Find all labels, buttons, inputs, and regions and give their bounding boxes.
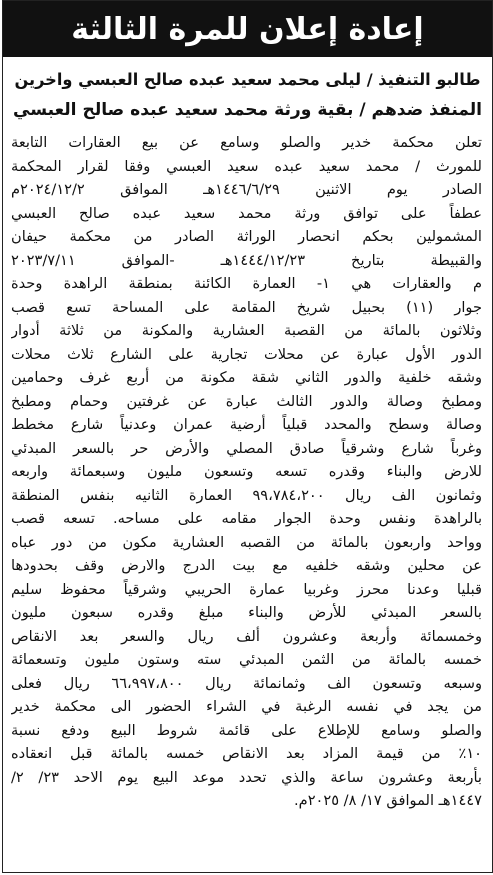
body-line: ١٤٤٧هـ الموافق ١٧/ ٨/ ٢٠٢٥م. [294,792,482,809]
body-line: بالراهدة ونفس وحدة الجوار مقامه على مساحه. تسعه قصب [11,510,482,527]
body-line: بالسعر المبدئي للأرض والبناء مبلغ وقدره سبعون مليون [11,604,482,621]
body-line: وثمانون الف ريال ٩٩،٧٨٤،٢٠٠ العمارة الثانيه بنفس المنطقة [11,486,482,504]
notice-title: إعادة إعلان للمرة الثالثة [71,11,424,47]
body-line: ١٠٪ من قيمة المزاد بعد الانقاص خمسه بالمائة قبل انعقاده [11,745,482,762]
body-line: ومطبخ وصالة والدور الثالث عبارة عن غرفتين وحمام ومطبخ [11,392,482,410]
body-line: وشقه خلفية والدور الثاني شقة مكونة من أربع غرف وحمامين [11,369,482,386]
body-line: من يجد في نفسه الرغبة في الشراء الحضور الى محكمة خدير [11,698,482,715]
legal-notice [2,0,493,873]
body-line: المشمولين بحكم انحصار الوراثة الصادر من محكمة حيفان [11,228,482,245]
body-line: للارض والبناء وقدره تسعه وتسعون مليون وسبعمائة واربعه [11,463,482,480]
body-line: جوار (١١) بحبيل شريخ المقامة على المساحة تسع قصب [11,298,482,316]
notice-body [11,131,482,813]
notice-title-banner [3,1,492,57]
body-line: الصادر يوم الاثنين ١٤٤٦/٦/٢٩هـ الموافق ٢٠٢٤/١٢/٢م [11,181,482,198]
body-line: وسبعه وتسعون الف وثمانمائة ريال ٦٦،٩٩٧،٨٠٠ ريال فعلى [11,674,482,692]
body-line: وثلاثون بالمائة من القصبة العشارية والمكونة من ثلاثة أدوار [11,322,482,339]
respondents-line: المنفذ ضدهم / بقية ورثة محمد سعيد عبده صالح العبسي [12,100,483,120]
body-line: وخمسمائة وأربعة وعشرون ألف ريال والسعر بعد الانقاص [11,627,482,645]
parties-block [11,65,484,125]
body-line: والصلو وسامع للإطلاع على قائمة شروط البيع ودفع نسبة [11,721,482,739]
body-line: وصالة وسطح والمحدد قبلياً أرضية عمران وعدنياً شارع مخطط [11,416,482,433]
body-line: والقبيطة بتاريخ ١٤٤٤/١٢/٢٣هـ -الموافق ٢٠٢٣/٧/١١ [11,251,482,269]
body-line: م والعقارات هي ١- العمارة الكائنة بمنطقة الراهدة وحدة [11,275,482,292]
body-line: بأربعة وعشرون ساعة والذي تحدد موعد البيع يوم الاحد ٢٣/ ٢/ [11,768,482,786]
body-line: عطفاً على توافق ورثة محمد سعيد عبده صالح العبسي [11,204,482,222]
body-line: عن محلين وشقه خلفيه مع بيت الدرج والارض وقف بحدودها [11,557,482,574]
body-line: وغرباً شارع وشرقياً صادق المصلي والأرض حر بالسعر المبدئي [11,439,482,457]
body-line: الدور الأول عبارة عن محلات تجارية على الشارع ثلاث محلات [11,345,482,363]
claimants-line: طالبو التنفيذ / ليلى محمد سعيد عبده صالح العبسي واخرين [14,70,481,89]
body-line: قبليا وعدنا محرز وغربيا عمارة الحريبي وشرقياً محفوظ سليم [11,580,482,598]
body-line: خمسه بالمائة من الثمن المبدئي سته وستون مليون وتسعمائة [11,651,482,668]
body-line: تعلن محكمة خدير والصلو وسامع عن بيع العقارات التابعة [11,134,482,151]
body-line: وواحد واربعون بالمائة من القصبه العشارية مكون من دور عباه [11,533,482,551]
body-line: للمورث / محمد سعيد عبده سعيد العبسي وفقا لقرار المحكمة [11,157,482,175]
